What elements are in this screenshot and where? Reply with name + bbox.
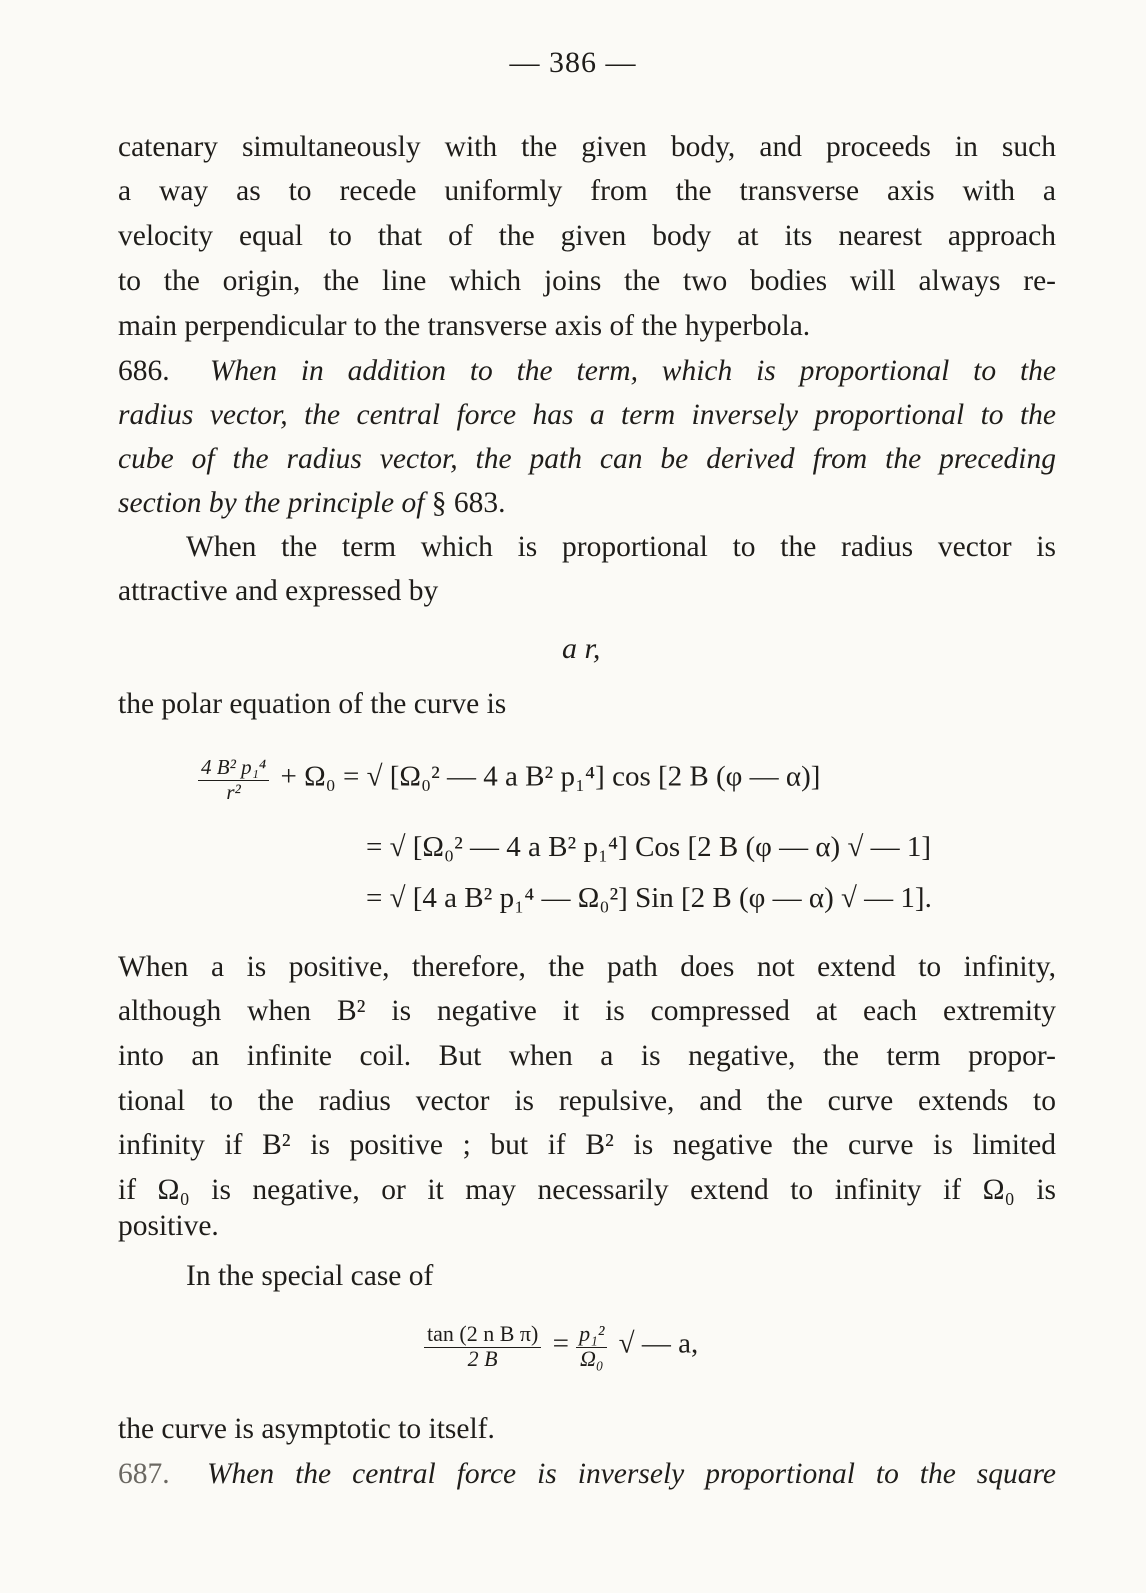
section-reference: § 683. (431, 487, 506, 519)
equation-fraction (424, 1322, 541, 1370)
fraction-numerator: 4 B² p₁⁴ (198, 755, 269, 781)
special-equation (424, 1322, 698, 1370)
text-line: main perpendicular to the transverse axis of the hyperbola. (118, 310, 811, 342)
fraction-denominator: Ω₀ (580, 1346, 604, 1371)
equation-fraction (576, 1322, 607, 1370)
fraction-denominator: r² (226, 780, 241, 804)
text-line: if Ω₀ is negative, or it may necessarily extend to infinity if Ω₀ is (118, 1174, 1056, 1206)
fraction-denominator: 2 B (467, 1346, 498, 1371)
page-number: — 386 — (509, 46, 637, 79)
equation-text: √ — a, (618, 1327, 699, 1360)
section-number: 687. (118, 1458, 170, 1490)
text-line: catenary simultaneously with the given body, and proceeds in such (118, 131, 1056, 163)
section-687-line (118, 1455, 1056, 1493)
section-686-line (118, 484, 1056, 522)
equation-row-3: = √ [4 a B² p₁⁴ — Ω₀²] Sin [2 B (φ — α) √ — 1]. (366, 882, 932, 914)
fraction-numerator: tan (2 n B π) (424, 1322, 541, 1348)
section-heading-text: When in addition to the term, which is proportional to the (209, 355, 1056, 387)
text-line: the curve is asymptotic to itself. (118, 1413, 495, 1445)
equation-row-2: = √ [Ω₀² — 4 a B² p₁⁴] Cos [2 B (φ — α) √ — 1] (366, 831, 932, 863)
expression-ar: a r, (562, 632, 601, 665)
text-line: velocity equal to that of the given body at its nearest approach (118, 220, 1056, 252)
fraction-numerator: p₁² (576, 1322, 607, 1348)
text-line: tional to the radius vector is repulsive, and the curve extends to (118, 1085, 1056, 1117)
text-line: infinity if B² is positive ; but if B² is negative the curve is limited (118, 1129, 1056, 1161)
text-line: When a is positive, therefore, the path does not extend to infinity, (118, 951, 1056, 983)
text-line: although when B² is negative it is compressed at each extremity (118, 995, 1056, 1027)
section-heading-text: section by the principle of (118, 487, 425, 519)
text-line: attractive and expressed by (118, 575, 439, 607)
text-line: When the term which is proportional to the radius vector is (186, 531, 1056, 563)
equals-sign: = (552, 1327, 569, 1360)
section-686-line: cube of the radius vector, the path can be derived from the preceding (118, 443, 1056, 475)
equation-row-1 (198, 755, 820, 803)
section-number: 686. (118, 355, 170, 387)
text-line: In the special case of (186, 1260, 434, 1292)
section-heading-text: When the central force is inversely proportional to the square (206, 1458, 1056, 1490)
section-686-line (118, 352, 1056, 390)
equation-text: + Ω₀ = √ [Ω₀² — 4 a B² p₁⁴] cos [2 B (φ — α)] (280, 760, 821, 793)
equation-fraction (198, 755, 269, 803)
text-line: the polar equation of the curve is (118, 688, 507, 720)
text-line: to the origin, the line which joins the two bodies will always re- (118, 265, 1056, 297)
section-686-line: radius vector, the central force has a term inversely proportional to the (118, 399, 1056, 431)
text-line: a way as to recede uniformly from the transverse axis with a (118, 175, 1056, 207)
text-line: positive. (118, 1210, 219, 1242)
text-line: into an infinite coil. But when a is negative, the term propor- (118, 1040, 1056, 1072)
